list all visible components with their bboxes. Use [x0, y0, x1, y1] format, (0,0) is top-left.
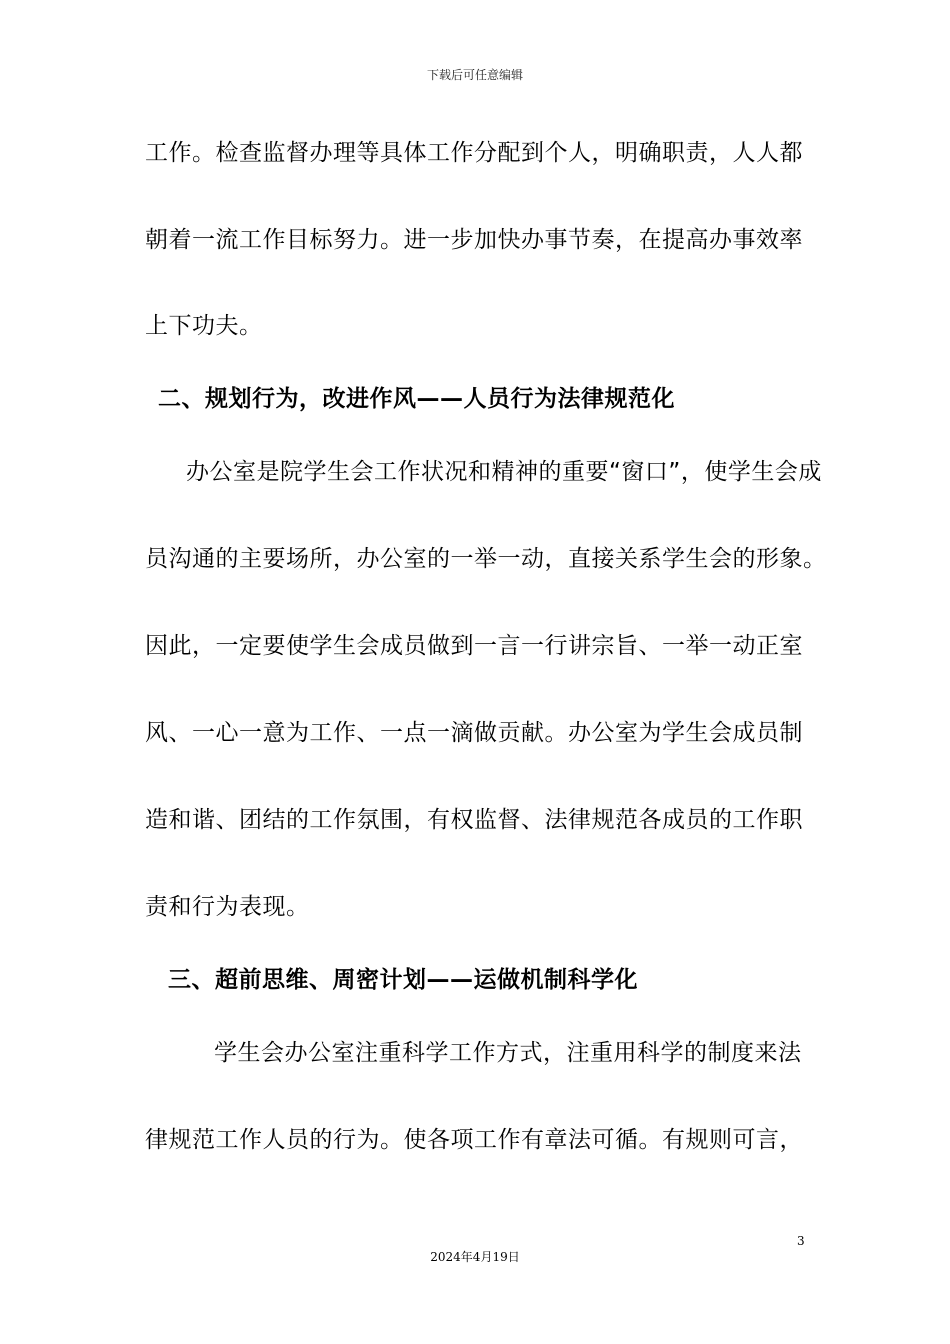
footer-date: 2024年4月19日 [430, 1250, 520, 1264]
page-number: 3 [797, 1234, 805, 1248]
body-line: 因此，一定要使学生会成员做到一言一行讲宗旨、一举一动正室 [145, 633, 803, 659]
body-line: 办公室是院学生会工作状况和精神的重要“窗口”，使学生会成 [186, 459, 822, 485]
body-line: 责和行为表现。 [145, 894, 310, 920]
section-heading: 二、规划行为，改进作风——人员行为法律规范化 [158, 386, 675, 412]
body-line: 员沟通的主要场所，办公室的一举一动，直接关系学生会的形象。 [145, 546, 827, 572]
body-line: 上下功夫。 [145, 313, 263, 339]
body-line: 律规范工作人员的行为。使各项工作有章法可循。有规则可言， [145, 1127, 803, 1153]
body-line: 学生会办公室注重科学工作方式，注重用科学的制度来法 [214, 1040, 802, 1066]
body-line: 工作。检查监督办理等具体工作分配到个人，明确职责，人人都 [145, 140, 803, 166]
header-note: 下载后可任意编辑 [426, 68, 523, 82]
section-heading: 三、超前思维、周密计划——运做机制科学化 [168, 967, 638, 993]
body-line: 风、一心一意为工作、一点一滴做贡献。办公室为学生会成员制 [145, 720, 803, 746]
body-line: 朝着一流工作目标努力。进一步加快办事节奏，在提高办事效率 [145, 227, 803, 253]
body-line: 造和谐、团结的工作氛围，有权监督、法律规范各成员的工作职 [145, 807, 803, 833]
